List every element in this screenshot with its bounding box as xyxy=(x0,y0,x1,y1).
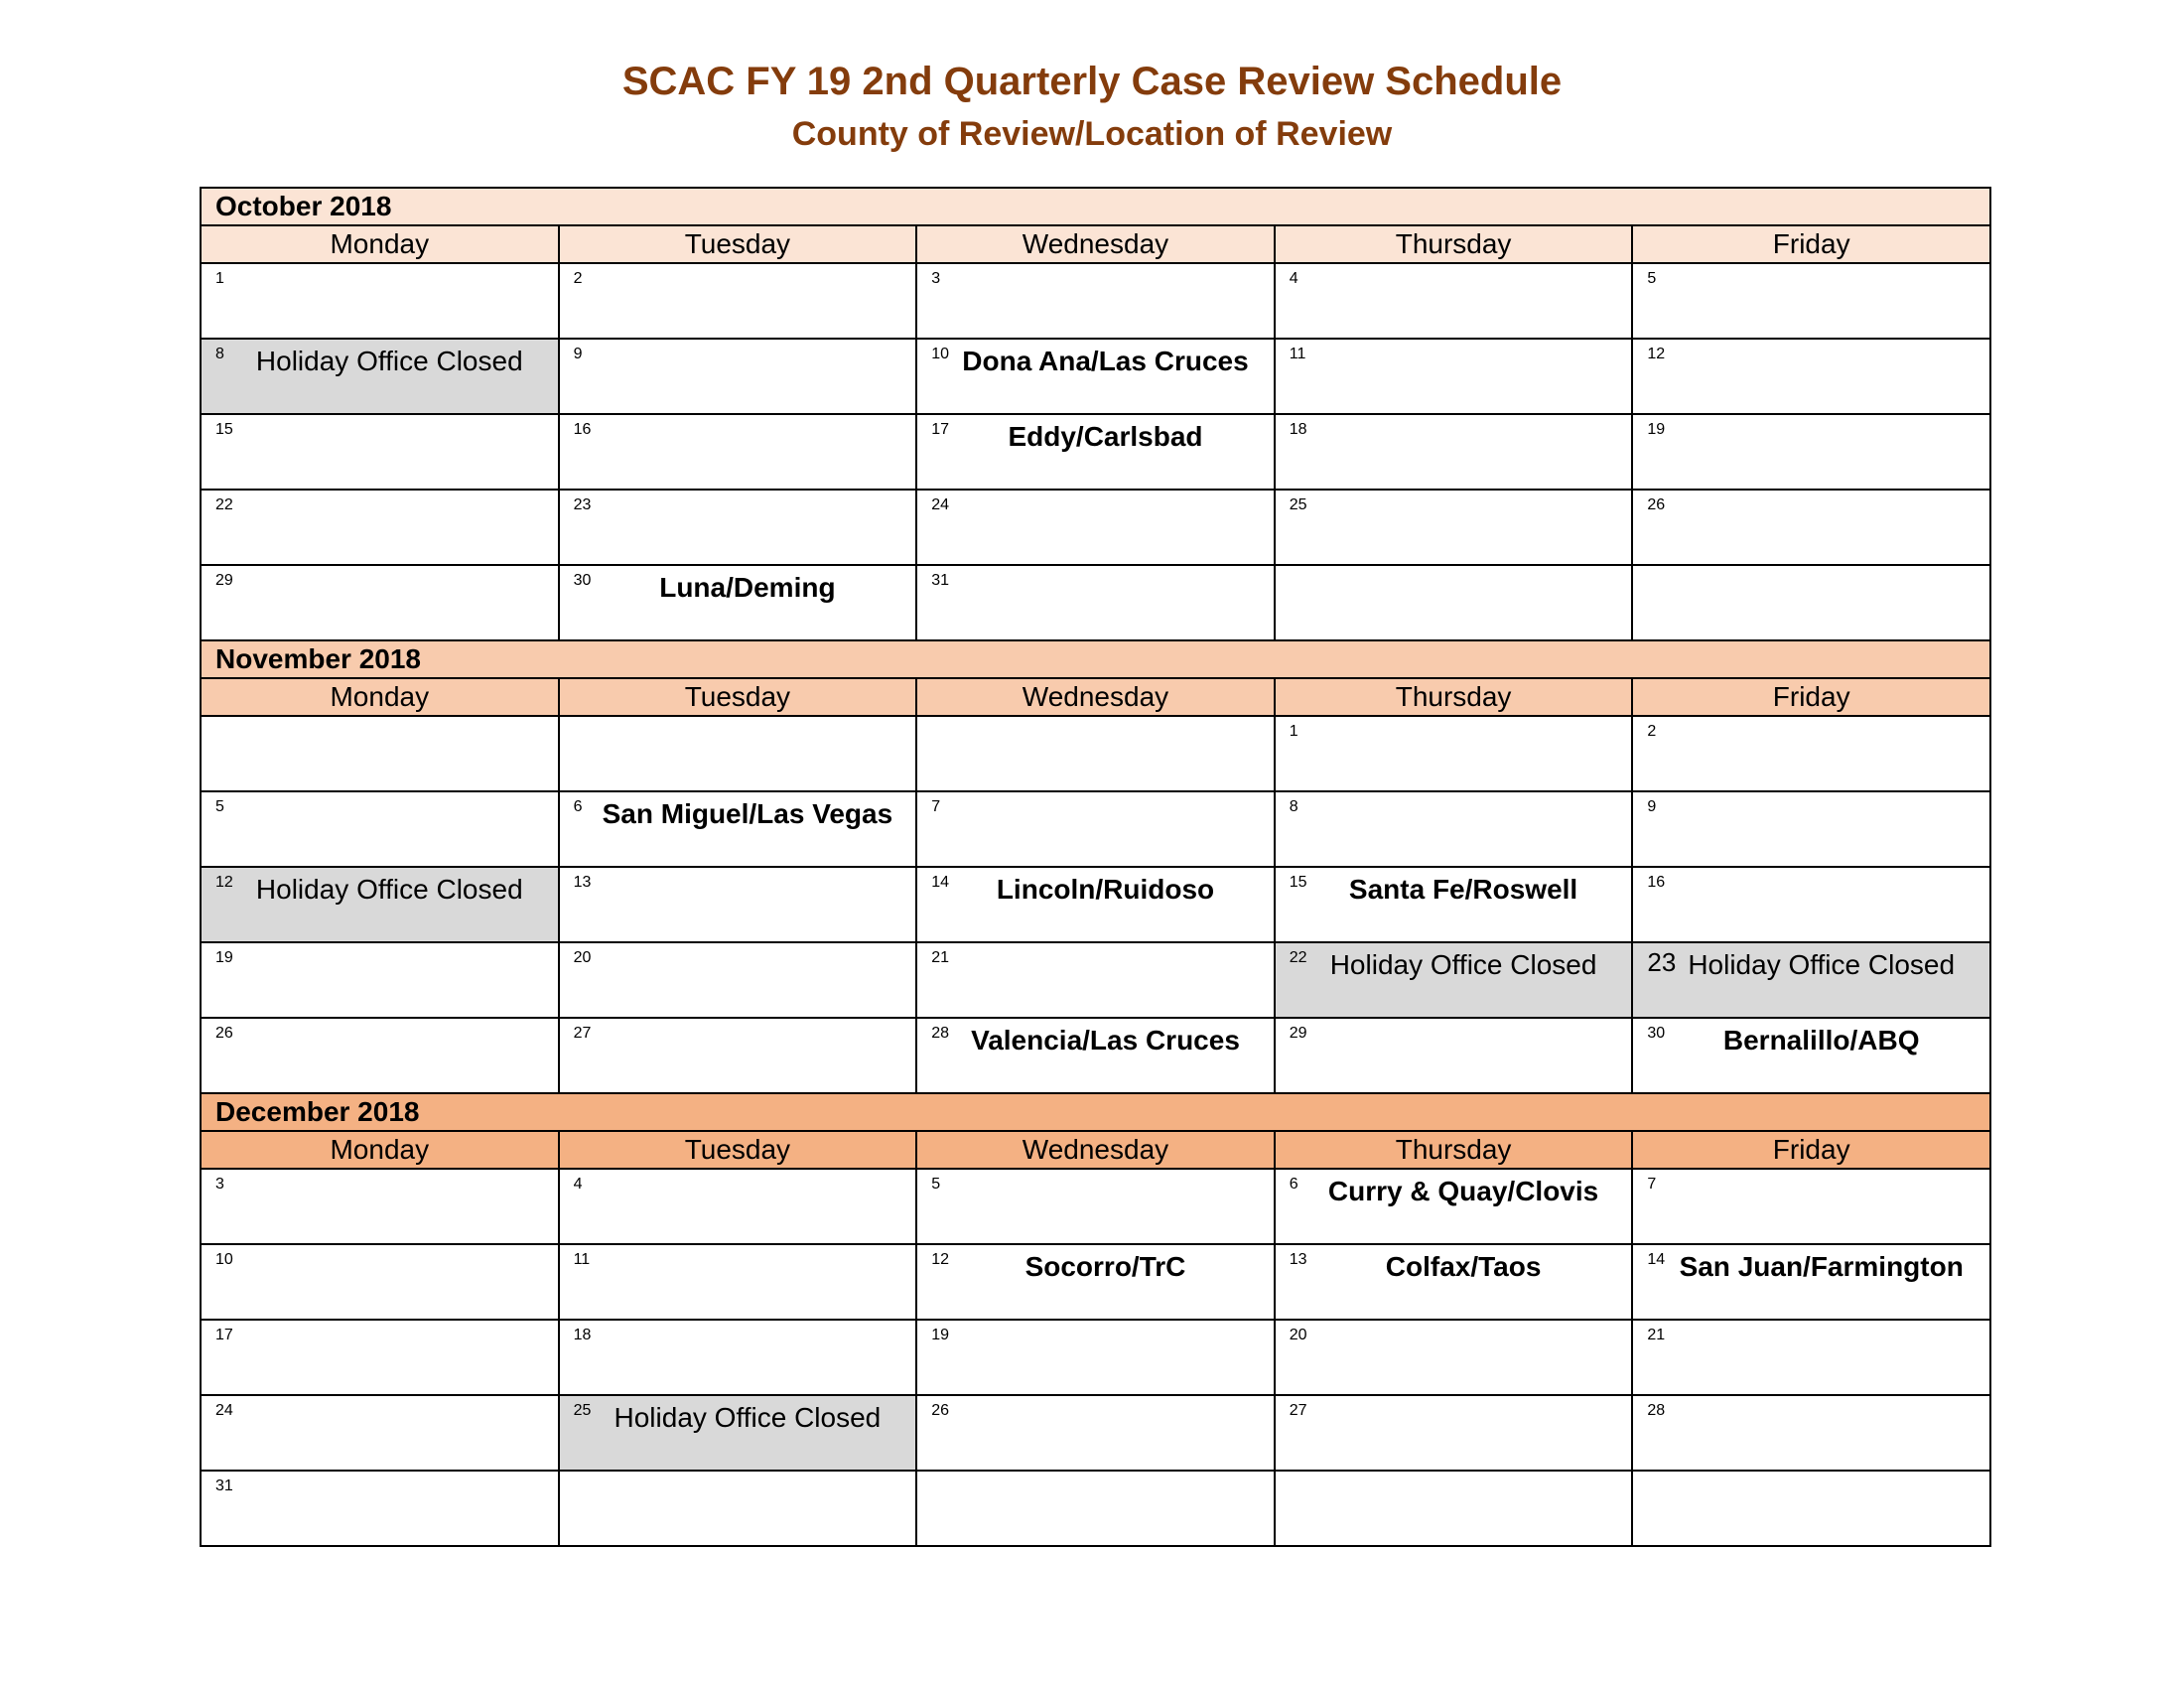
month-header xyxy=(201,640,1990,678)
day-number: 17 xyxy=(931,421,949,438)
day-number: 8 xyxy=(1289,798,1298,815)
day-cell xyxy=(559,565,917,640)
day-cell xyxy=(201,1244,559,1320)
day-cell xyxy=(559,339,917,414)
review-location: Eddy/Carlsbad xyxy=(1008,421,1203,452)
day-cell xyxy=(201,791,559,867)
day-cell xyxy=(201,867,559,942)
day-cell xyxy=(201,490,559,565)
week-row xyxy=(201,867,1990,942)
day-cell xyxy=(201,716,559,791)
day-cell xyxy=(201,263,559,339)
weekday-header-row xyxy=(201,1131,1990,1169)
day-number: 16 xyxy=(1647,874,1666,891)
day-number: 26 xyxy=(931,1402,949,1419)
day-cell xyxy=(559,716,917,791)
day-cell xyxy=(1275,414,1633,490)
day-number: 27 xyxy=(573,1025,592,1042)
day-number: 8 xyxy=(215,346,224,362)
day-number: 15 xyxy=(1289,874,1307,891)
review-location: Bernalillo/ABQ xyxy=(1722,1025,1920,1055)
weekday-header: Monday xyxy=(201,225,559,263)
day-cell xyxy=(1275,339,1633,414)
day-cell xyxy=(916,1471,1275,1546)
day-cell xyxy=(916,791,1275,867)
day-number: 5 xyxy=(931,1176,941,1193)
review-location: San Miguel/Las Vegas xyxy=(602,798,893,829)
day-cell xyxy=(1632,716,1990,791)
day-cell xyxy=(916,1018,1275,1093)
day-number: 18 xyxy=(573,1327,592,1343)
day-number: 13 xyxy=(1289,1251,1307,1268)
day-cell xyxy=(201,1395,559,1471)
day-number: 20 xyxy=(1289,1327,1307,1343)
weekday-header: Thursday xyxy=(1275,678,1633,716)
day-number: 6 xyxy=(573,798,583,815)
day-number: 11 xyxy=(1289,346,1306,362)
day-cell xyxy=(916,1169,1275,1244)
month-title: November 2018 xyxy=(201,640,1990,678)
day-number: 3 xyxy=(931,270,941,287)
day-cell xyxy=(201,942,559,1018)
day-cell xyxy=(1632,263,1990,339)
day-cell xyxy=(559,1169,917,1244)
day-cell xyxy=(1275,263,1633,339)
holiday-label: Holiday Office Closed xyxy=(1688,949,1956,980)
weekday-header-row xyxy=(201,678,1990,716)
day-cell xyxy=(1632,490,1990,565)
review-location: Socorro/TrC xyxy=(1024,1251,1186,1282)
day-cell xyxy=(916,1244,1275,1320)
day-number: 31 xyxy=(215,1477,233,1494)
calendar-body xyxy=(201,188,1990,1546)
review-location: San Juan/Farmington xyxy=(1679,1251,1964,1282)
day-number: 1 xyxy=(1289,723,1298,740)
day-cell xyxy=(559,791,917,867)
week-row xyxy=(201,1395,1990,1471)
day-number: 7 xyxy=(1647,1176,1657,1193)
day-cell xyxy=(1632,1018,1990,1093)
week-row xyxy=(201,791,1990,867)
day-cell xyxy=(916,565,1275,640)
day-number: 29 xyxy=(215,572,233,589)
day-number: 13 xyxy=(573,874,592,891)
day-number: 21 xyxy=(931,949,949,966)
day-number: 2 xyxy=(573,270,583,287)
day-cell xyxy=(1275,565,1633,640)
day-number: 9 xyxy=(573,346,583,362)
day-cell xyxy=(201,1018,559,1093)
day-cell xyxy=(1275,1471,1633,1546)
week-row xyxy=(201,716,1990,791)
day-number: 31 xyxy=(931,572,949,589)
day-number: 5 xyxy=(215,798,224,815)
day-cell xyxy=(559,942,917,1018)
day-cell xyxy=(1632,565,1990,640)
day-cell xyxy=(559,1395,917,1471)
day-cell xyxy=(201,339,559,414)
day-cell xyxy=(559,1471,917,1546)
day-number: 12 xyxy=(215,874,233,891)
day-cell xyxy=(1275,716,1633,791)
day-number: 3 xyxy=(215,1176,224,1193)
weekday-header: Wednesday xyxy=(916,678,1275,716)
day-number: 19 xyxy=(931,1327,949,1343)
day-cell xyxy=(559,1244,917,1320)
day-cell xyxy=(1275,791,1633,867)
page-title: SCAC FY 19 2nd Quarterly Case Review Schedule xyxy=(621,60,1563,103)
weekday-header-row xyxy=(201,225,1990,263)
day-cell xyxy=(916,1395,1275,1471)
week-row xyxy=(201,942,1990,1018)
day-number: 25 xyxy=(573,1402,592,1419)
day-number: 27 xyxy=(1289,1402,1307,1419)
review-location: Curry & Quay/Clovis xyxy=(1327,1176,1599,1206)
day-cell xyxy=(201,565,559,640)
week-row xyxy=(201,490,1990,565)
day-cell xyxy=(1632,942,1990,1018)
holiday-label: Holiday Office Closed xyxy=(255,874,523,905)
day-number: 26 xyxy=(215,1025,233,1042)
page-subtitle: County of Review/Location of Review xyxy=(791,115,1393,153)
day-cell xyxy=(559,1320,917,1395)
day-cell xyxy=(1275,1018,1633,1093)
day-cell xyxy=(559,263,917,339)
day-cell xyxy=(1275,942,1633,1018)
day-number: 14 xyxy=(931,874,949,891)
day-cell xyxy=(1275,867,1633,942)
weekday-header: Tuesday xyxy=(559,225,917,263)
day-number: 23 xyxy=(1647,947,1677,977)
day-number: 30 xyxy=(573,572,592,589)
day-cell xyxy=(559,490,917,565)
day-number: 22 xyxy=(1289,949,1307,966)
review-location: Valencia/Las Cruces xyxy=(971,1025,1240,1055)
calendar-table xyxy=(200,187,1991,1547)
day-number: 7 xyxy=(931,798,941,815)
day-cell xyxy=(916,490,1275,565)
day-number: 11 xyxy=(573,1251,591,1268)
weekday-header: Monday xyxy=(201,1131,559,1169)
day-number: 24 xyxy=(215,1402,233,1419)
weekday-header: Tuesday xyxy=(559,1131,917,1169)
day-number: 17 xyxy=(215,1327,233,1343)
day-cell xyxy=(201,1169,559,1244)
review-location: Dona Ana/Las Cruces xyxy=(962,346,1249,376)
weekday-header: Thursday xyxy=(1275,225,1633,263)
day-cell xyxy=(1632,1169,1990,1244)
month-title: October 2018 xyxy=(201,188,1990,225)
week-row xyxy=(201,339,1990,414)
day-number: 30 xyxy=(1647,1025,1666,1042)
day-cell xyxy=(559,414,917,490)
day-number: 22 xyxy=(215,496,233,513)
weekday-header: Tuesday xyxy=(559,678,917,716)
day-cell xyxy=(1632,791,1990,867)
weekday-header: Wednesday xyxy=(916,1131,1275,1169)
day-number: 23 xyxy=(573,496,592,513)
day-number: 29 xyxy=(1289,1025,1307,1042)
day-number: 24 xyxy=(931,496,949,513)
day-number: 26 xyxy=(1647,496,1666,513)
day-cell xyxy=(1632,414,1990,490)
week-row xyxy=(201,1471,1990,1546)
review-location: Santa Fe/Roswell xyxy=(1348,874,1578,905)
weekday-header: Friday xyxy=(1632,225,1990,263)
day-cell xyxy=(1275,1320,1633,1395)
day-number: 6 xyxy=(1289,1176,1298,1193)
day-cell xyxy=(916,716,1275,791)
holiday-label: Holiday Office Closed xyxy=(255,346,523,376)
day-number: 10 xyxy=(931,346,949,362)
day-number: 1 xyxy=(215,270,224,287)
month-header xyxy=(201,188,1990,225)
week-row xyxy=(201,1018,1990,1093)
day-cell xyxy=(201,414,559,490)
day-cell xyxy=(559,1018,917,1093)
day-cell xyxy=(916,339,1275,414)
day-cell xyxy=(916,263,1275,339)
day-cell xyxy=(201,1471,559,1546)
month-header xyxy=(201,1093,1990,1131)
weekday-header: Friday xyxy=(1632,1131,1990,1169)
day-number: 15 xyxy=(215,421,233,438)
day-cell xyxy=(916,414,1275,490)
day-cell xyxy=(559,867,917,942)
weekday-header: Friday xyxy=(1632,678,1990,716)
day-number: 19 xyxy=(1647,421,1666,438)
day-number: 10 xyxy=(215,1251,233,1268)
day-number: 2 xyxy=(1647,723,1657,740)
day-cell xyxy=(1632,1395,1990,1471)
day-cell xyxy=(916,1320,1275,1395)
weekday-header: Thursday xyxy=(1275,1131,1633,1169)
day-number: 28 xyxy=(1647,1402,1666,1419)
day-number: 21 xyxy=(1647,1327,1666,1343)
day-number: 18 xyxy=(1289,421,1307,438)
weekday-header: Monday xyxy=(201,678,559,716)
day-number: 4 xyxy=(573,1176,583,1193)
day-number: 25 xyxy=(1289,496,1307,513)
day-number: 28 xyxy=(931,1025,949,1042)
week-row xyxy=(201,263,1990,339)
month-title: December 2018 xyxy=(201,1093,1990,1131)
day-cell xyxy=(1275,1395,1633,1471)
day-cell xyxy=(1632,339,1990,414)
day-number: 12 xyxy=(1647,346,1666,362)
week-row xyxy=(201,1169,1990,1244)
day-cell xyxy=(1275,1169,1633,1244)
week-row xyxy=(201,565,1990,640)
day-number: 5 xyxy=(1647,270,1657,287)
day-number: 4 xyxy=(1289,270,1298,287)
week-row xyxy=(201,1244,1990,1320)
holiday-label: Holiday Office Closed xyxy=(1329,949,1597,980)
day-cell xyxy=(201,1320,559,1395)
week-row xyxy=(201,1320,1990,1395)
day-number: 16 xyxy=(573,421,592,438)
day-cell xyxy=(1632,1244,1990,1320)
day-number: 20 xyxy=(573,949,592,966)
day-cell xyxy=(1632,1471,1990,1546)
day-cell xyxy=(916,867,1275,942)
review-location: Lincoln/Ruidoso xyxy=(996,874,1215,905)
day-number: 9 xyxy=(1647,798,1657,815)
day-number: 12 xyxy=(931,1251,949,1268)
day-cell xyxy=(1275,1244,1633,1320)
day-cell xyxy=(1632,1320,1990,1395)
day-cell xyxy=(1632,867,1990,942)
day-cell xyxy=(916,942,1275,1018)
weekday-header: Wednesday xyxy=(916,225,1275,263)
day-number: 14 xyxy=(1647,1251,1666,1268)
week-row xyxy=(201,414,1990,490)
holiday-label: Holiday Office Closed xyxy=(614,1402,882,1433)
review-location: Luna/Deming xyxy=(659,572,836,603)
review-location: Colfax/Taos xyxy=(1385,1251,1542,1282)
day-cell xyxy=(1275,490,1633,565)
day-number: 19 xyxy=(215,949,233,966)
